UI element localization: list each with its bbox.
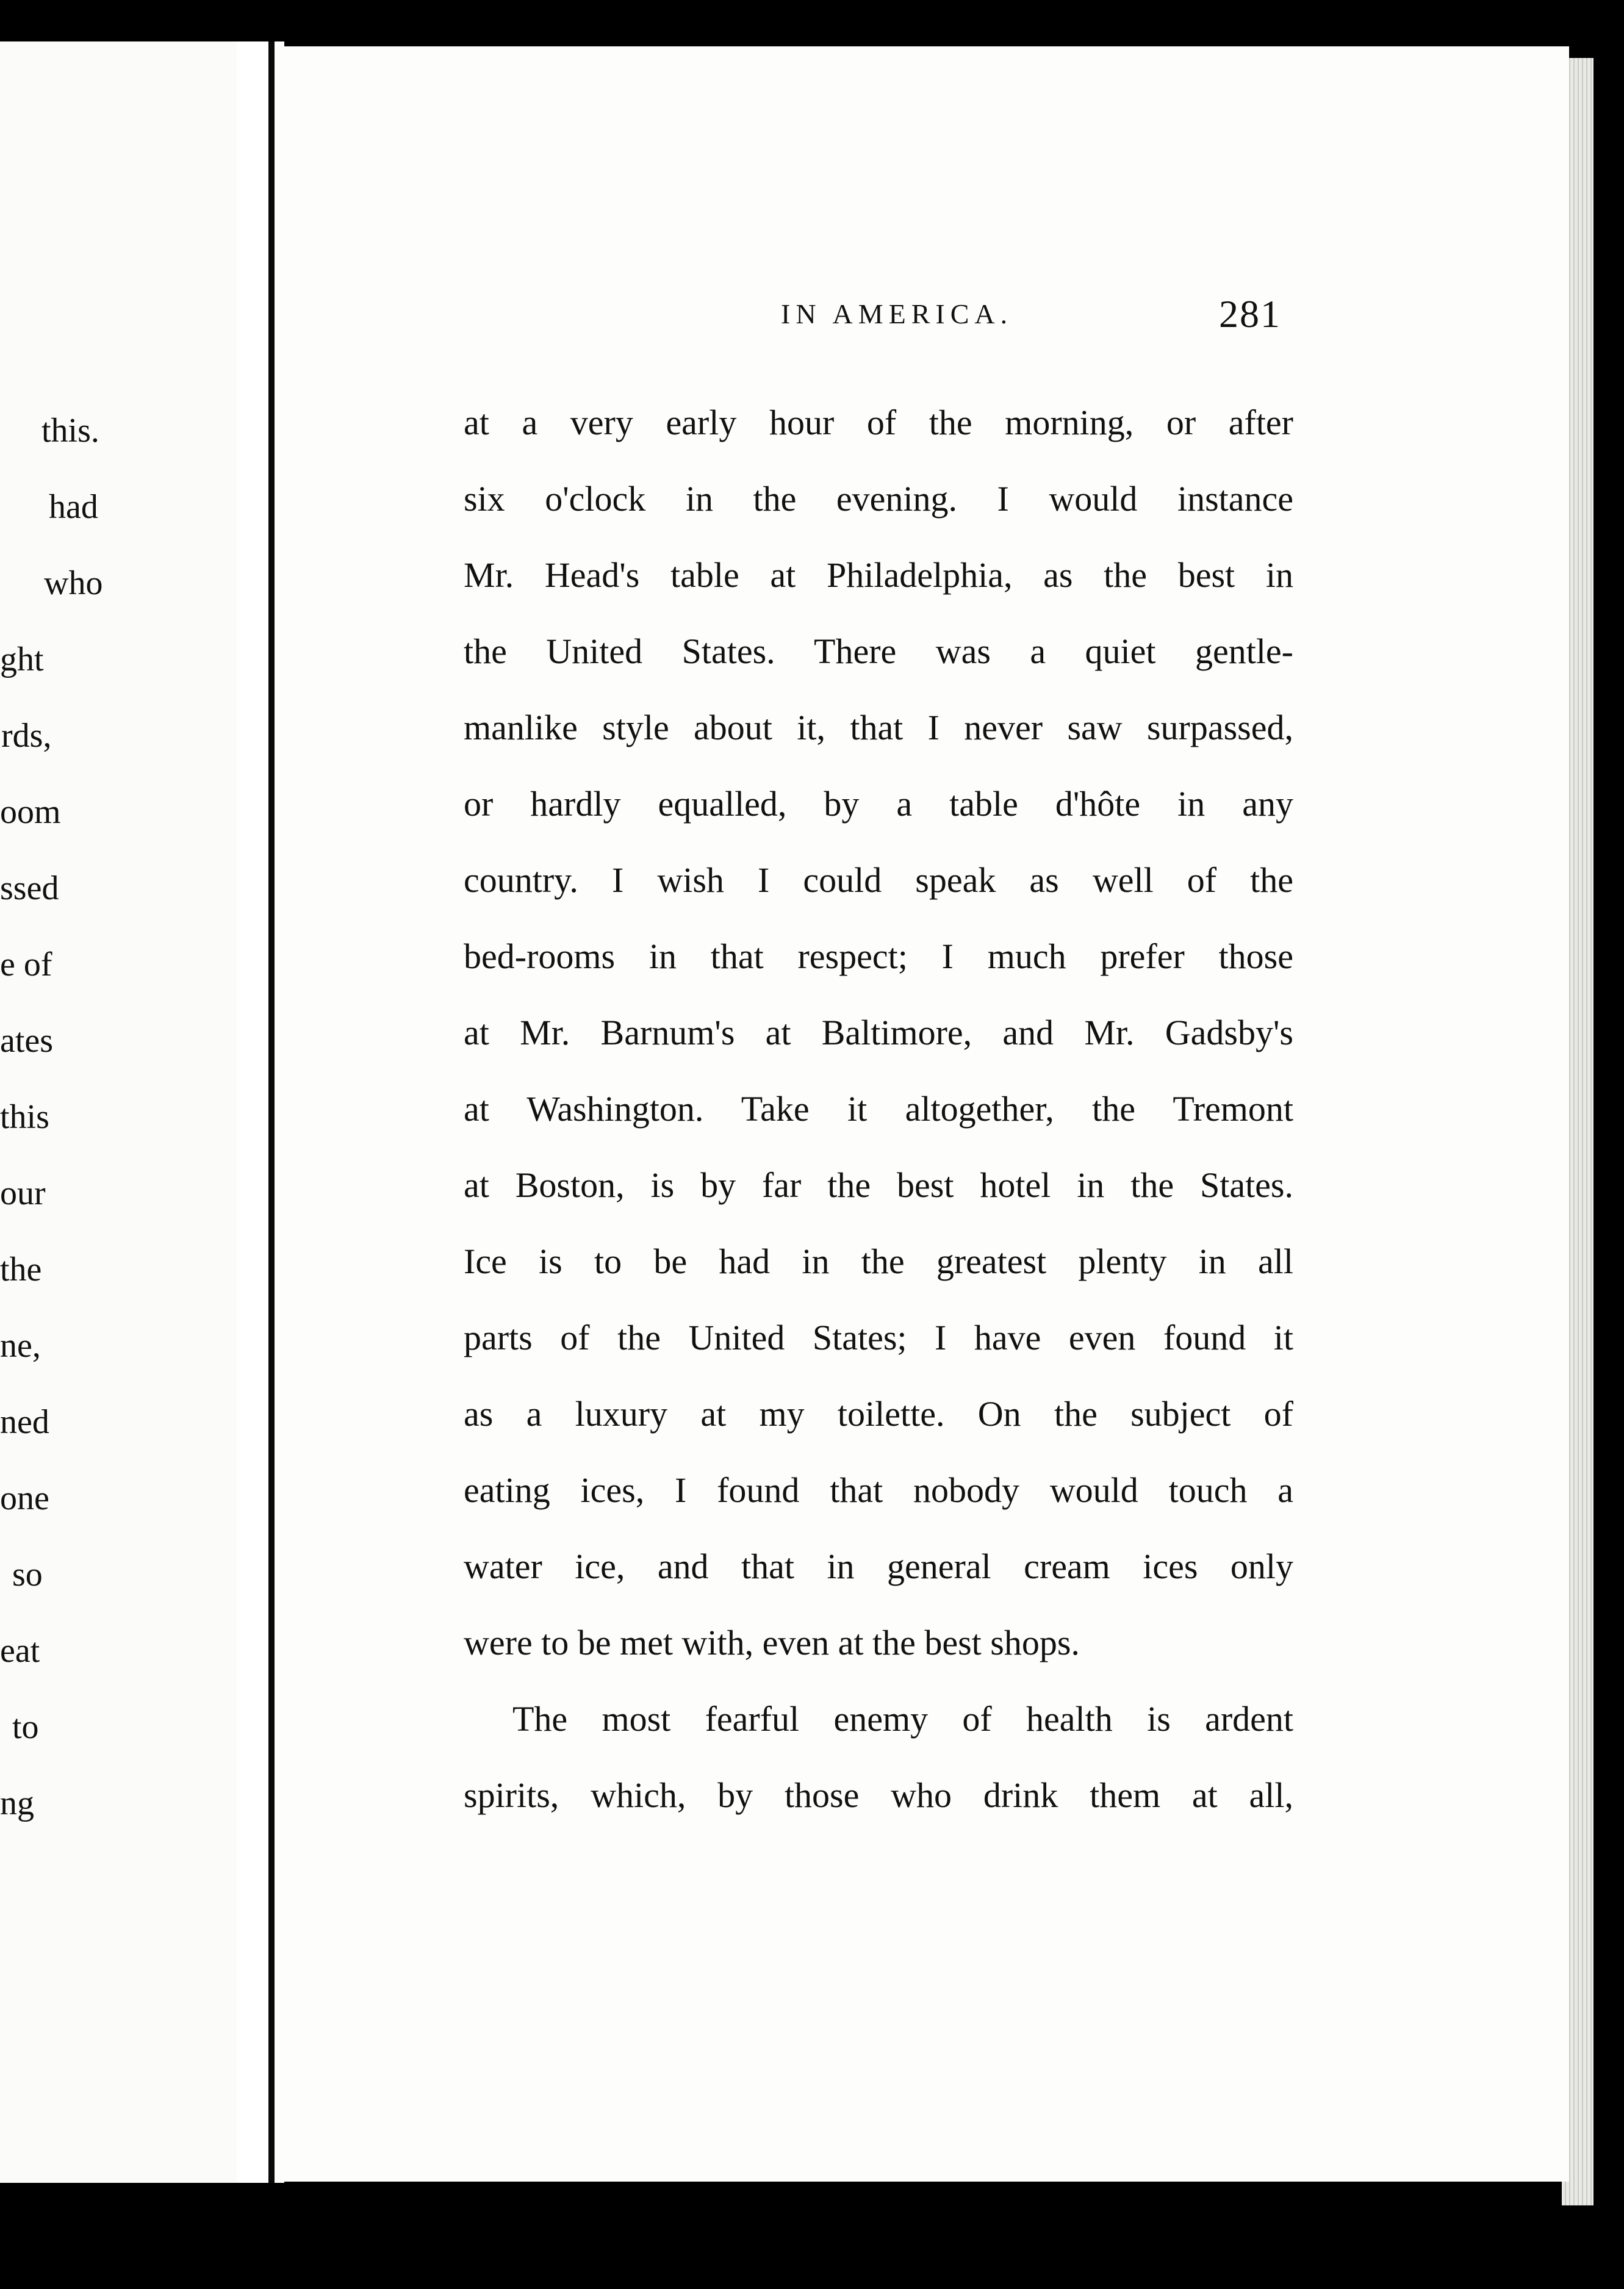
previous-page-fragment: ght bbox=[0, 641, 44, 678]
binding-edge bbox=[268, 41, 275, 2183]
previous-page-fragment: the bbox=[0, 1251, 42, 1288]
previous-page-fragment: ates bbox=[0, 1022, 54, 1060]
previous-page-fragment: who bbox=[44, 564, 103, 602]
text-line: at Washington. Take it altogether, the Tremont bbox=[464, 1089, 1293, 1129]
text-line: manlike style about it, that I never saw surpassed, bbox=[464, 708, 1293, 747]
text-line: country. I wish I could speak as well of the bbox=[464, 860, 1293, 900]
previous-page-fragment: oom bbox=[0, 793, 61, 831]
text-line: or hardly equalled, by a table d'hôte in any bbox=[464, 784, 1293, 824]
previous-page bbox=[0, 41, 268, 2183]
running-head: IN AMERICA. bbox=[781, 298, 1013, 329]
text-line: as a luxury at my toilette. On the subject of bbox=[464, 1394, 1293, 1434]
text-line: water ice, and that in general cream ices only bbox=[464, 1547, 1293, 1586]
paragraph-start-line: The most fearful enemy of health is ardent bbox=[512, 1699, 1293, 1739]
text-line: at Boston, is by far the best hotel in the States. bbox=[464, 1165, 1293, 1205]
previous-page-fragment: eat bbox=[0, 1632, 40, 1670]
text-line: eating ices, I found that nobody would touch a bbox=[464, 1470, 1293, 1510]
previous-page-fragment: ned bbox=[0, 1403, 49, 1441]
text-line: Mr. Head's table at Philadelphia, as the best in bbox=[464, 555, 1293, 595]
previous-page-fragment: rds, bbox=[1, 717, 52, 755]
text-line: at Mr. Barnum's at Baltimore, and Mr. Gadsby's bbox=[464, 1013, 1293, 1052]
page-number: 281 bbox=[1219, 292, 1281, 336]
text-line: Ice is to be had in the greatest plenty in all bbox=[464, 1242, 1293, 1281]
previous-page-fragment: ne, bbox=[0, 1327, 41, 1365]
text-line: parts of the United States; I have even found it bbox=[464, 1318, 1293, 1357]
previous-page-fragment: this bbox=[0, 1098, 49, 1136]
previous-page-fragment: to bbox=[12, 1708, 39, 1746]
previous-page-fragment: e of bbox=[0, 946, 52, 983]
paragraph-end-line: were to be met with, even at the best shops. bbox=[464, 1623, 1080, 1662]
text-line: six o'clock in the evening. I would instance bbox=[464, 479, 1293, 519]
previous-page-fragment: this. bbox=[41, 412, 99, 450]
previous-page-fragment: ng bbox=[0, 1784, 34, 1822]
previous-page-fragment: so bbox=[12, 1556, 43, 1594]
text-line: at a very early hour of the morning, or after bbox=[464, 403, 1293, 442]
previous-page-fragment: our bbox=[0, 1174, 46, 1212]
text-line: spirits, which, by those who drink them at all, bbox=[464, 1775, 1293, 1815]
text-line: bed-rooms in that respect; I much prefer those bbox=[464, 936, 1293, 976]
text-line: the United States. There was a quiet gentle- bbox=[464, 631, 1293, 671]
page-body bbox=[464, 384, 1293, 1833]
previous-page-fragment: ssed bbox=[0, 869, 59, 907]
previous-page-fragment: one bbox=[0, 1479, 49, 1517]
previous-page-fragment: had bbox=[49, 488, 98, 526]
page-header bbox=[781, 292, 1293, 347]
